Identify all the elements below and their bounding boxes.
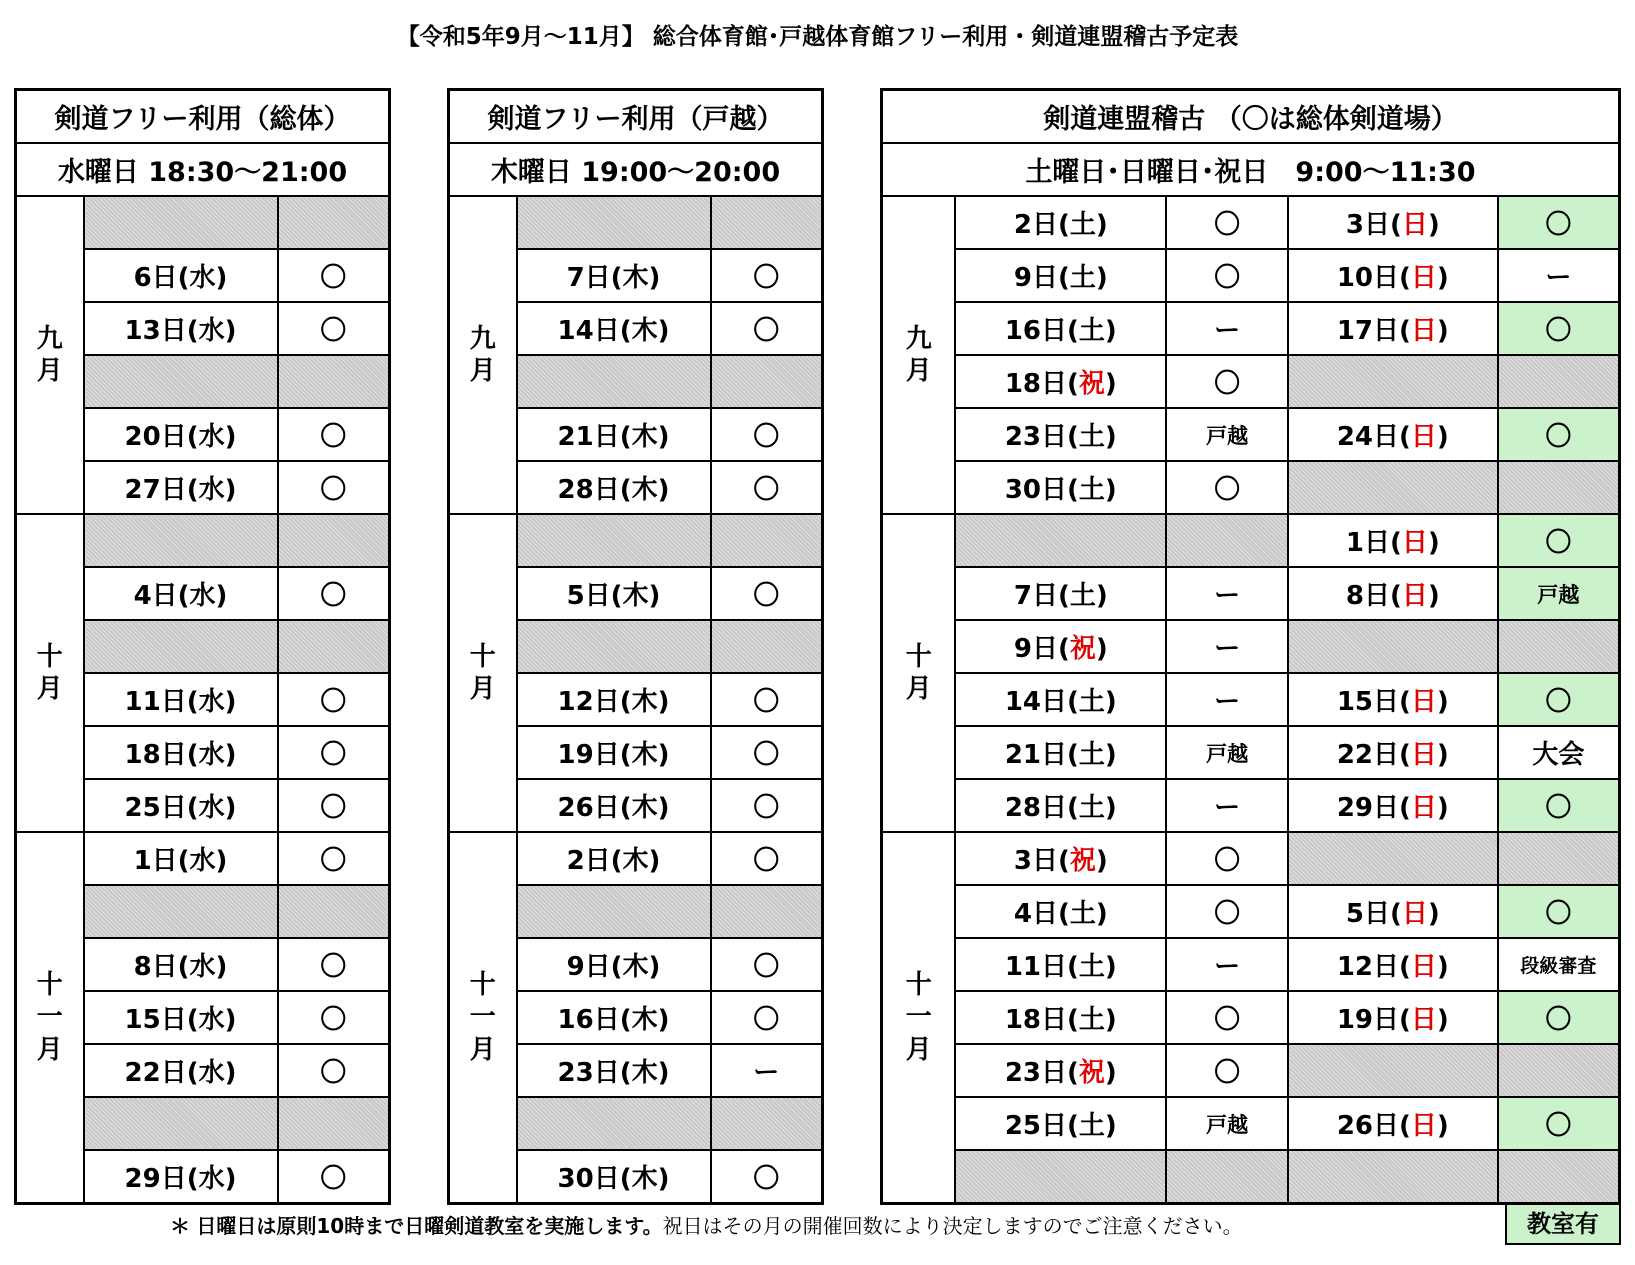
month-label-sep: 九 月 (16, 196, 84, 514)
blank-cell (1498, 1150, 1620, 1204)
mark-cell: 〇 (278, 673, 390, 726)
mark-cell: 〇 (278, 1150, 390, 1204)
month-label-oct: 十 月 (449, 514, 517, 832)
blank-cell (517, 514, 711, 567)
mark-cell: 〇 (711, 779, 823, 832)
mark-cell: 〇 (1166, 461, 1288, 514)
mark-cell: 〇 (711, 461, 823, 514)
mark-cell: 〇 (711, 832, 823, 885)
mark-cell: ー (1166, 567, 1288, 620)
footnote-text: 祝日はその月の開催回数により決定しますのでご注意ください。 (662, 1214, 1243, 1238)
month-label-oct: 十 月 (16, 514, 84, 832)
date-cell: 21日(土) (955, 726, 1166, 779)
mark-cell: 〇 (1166, 1044, 1288, 1097)
mark-cell: 〇 (711, 673, 823, 726)
blank-cell (1288, 832, 1498, 885)
blank-cell (1166, 1150, 1288, 1204)
date-cell: 9日(祝) (955, 620, 1166, 673)
date-cell: 19日(日) (1288, 991, 1498, 1044)
date-cell: 23日(木) (517, 1044, 711, 1097)
date-cell: 30日(土) (955, 461, 1166, 514)
date-cell: 23日(土) (955, 408, 1166, 461)
mark-cell: 〇 (1498, 991, 1620, 1044)
date-cell: 14日(木) (517, 302, 711, 355)
sotai-free-use-table (14, 88, 391, 1205)
date-cell: 8日(水) (84, 938, 278, 991)
month-label-sep: 九 月 (882, 196, 956, 514)
mark-cell: 〇 (278, 567, 390, 620)
mark-cell: 〇 (1166, 991, 1288, 1044)
blank-cell (711, 514, 823, 567)
blank-cell (711, 620, 823, 673)
mark-cell: 〇 (1498, 302, 1620, 355)
date-cell: 25日(土) (955, 1097, 1166, 1150)
blank-cell (517, 885, 711, 938)
date-cell: 29日(日) (1288, 779, 1498, 832)
togoshi-free-use-table (447, 88, 824, 1205)
mark-cell: 段級審査 (1498, 938, 1620, 991)
mark-cell: 〇 (1498, 1097, 1620, 1150)
mark-cell: 〇 (1498, 514, 1620, 567)
mark-cell: 〇 (278, 249, 390, 302)
blank-cell (1288, 355, 1498, 408)
mark-cell: 〇 (1166, 355, 1288, 408)
date-cell: 7日(土) (955, 567, 1166, 620)
blank-cell (711, 196, 823, 249)
date-cell: 6日(水) (84, 249, 278, 302)
mark-cell: 〇 (278, 726, 390, 779)
date-cell: 19日(木) (517, 726, 711, 779)
mark-cell: 〇 (1166, 832, 1288, 885)
blank-cell (711, 1097, 823, 1150)
month-label-nov: 十 一 月 (449, 832, 517, 1204)
blank-cell (517, 620, 711, 673)
mark-cell: 〇 (711, 408, 823, 461)
mark-cell: ー (1498, 249, 1620, 302)
blank-cell (1288, 620, 1498, 673)
blank-cell (955, 1150, 1166, 1204)
mark-cell: ー (1166, 302, 1288, 355)
blank-cell (278, 1097, 390, 1150)
sotai-header: 剣道フリー利用（総体） (16, 90, 390, 144)
blank-cell (278, 514, 390, 567)
mark-cell: 〇 (711, 249, 823, 302)
date-cell: 4日(水) (84, 567, 278, 620)
mark-cell: 〇 (1498, 885, 1620, 938)
mark-cell: 〇 (1498, 408, 1620, 461)
blank-cell (1498, 620, 1620, 673)
blank-cell (84, 885, 278, 938)
mark-cell: 戸越 (1166, 1097, 1288, 1150)
date-cell: 30日(木) (517, 1150, 711, 1204)
date-cell: 16日(木) (517, 991, 711, 1044)
date-cell: 7日(木) (517, 249, 711, 302)
mark-cell: 〇 (278, 779, 390, 832)
date-cell: 8日(日) (1288, 567, 1498, 620)
mark-cell: 〇 (711, 938, 823, 991)
blank-cell (1498, 832, 1620, 885)
mark-cell: 〇 (711, 302, 823, 355)
blank-cell (1288, 1150, 1498, 1204)
legend-classroom-box: 教室有 (1505, 1203, 1621, 1245)
mark-cell: 〇 (1166, 249, 1288, 302)
blank-cell (84, 355, 278, 408)
mark-cell: 〇 (711, 991, 823, 1044)
blank-cell (278, 620, 390, 673)
date-cell: 3日(祝) (955, 832, 1166, 885)
footnote-bold-text: 日曜日は原則10時まで日曜剣道教室を実施します。 (196, 1214, 663, 1238)
date-cell: 20日(水) (84, 408, 278, 461)
mark-cell: 〇 (278, 1044, 390, 1097)
mark-cell: ー (1166, 620, 1288, 673)
date-cell: 14日(土) (955, 673, 1166, 726)
togoshi-time: 木曜日 19:00～20:00 (449, 143, 823, 196)
mark-cell: 〇 (1166, 885, 1288, 938)
date-cell: 10日(日) (1288, 249, 1498, 302)
date-cell: 28日(木) (517, 461, 711, 514)
mark-cell: 〇 (1498, 673, 1620, 726)
mark-cell: 〇 (1166, 196, 1288, 249)
renmei-time: 土曜日･日曜日･祝日 9:00～11:30 (882, 143, 1620, 196)
date-cell: 26日(日) (1288, 1097, 1498, 1150)
date-cell: 4日(土) (955, 885, 1166, 938)
date-cell: 25日(水) (84, 779, 278, 832)
mark-cell: 〇 (278, 461, 390, 514)
date-cell: 18日(祝) (955, 355, 1166, 408)
blank-cell (517, 196, 711, 249)
blank-cell (711, 885, 823, 938)
blank-cell (1288, 461, 1498, 514)
date-cell: 1日(日) (1288, 514, 1498, 567)
date-cell: 11日(水) (84, 673, 278, 726)
mark-cell: 〇 (711, 567, 823, 620)
month-label-sep: 九 月 (449, 196, 517, 514)
date-cell: 24日(日) (1288, 408, 1498, 461)
page-title: 【令和5年9月～11月】 総合体育館･戸越体育館フリー利用・剣道連盟稽古予定表 (396, 24, 1239, 50)
sotai-time: 水曜日 18:30～21:00 (16, 143, 390, 196)
togoshi-header: 剣道フリー利用（戸越） (449, 90, 823, 144)
date-cell: 28日(土) (955, 779, 1166, 832)
date-cell: 17日(日) (1288, 302, 1498, 355)
month-label-oct: 十 月 (882, 514, 956, 832)
blank-cell (1498, 461, 1620, 514)
date-cell: 29日(水) (84, 1150, 278, 1204)
date-cell: 5日(木) (517, 567, 711, 620)
blank-cell (278, 196, 390, 249)
blank-cell (1498, 355, 1620, 408)
blank-cell (711, 355, 823, 408)
mark-cell: 〇 (278, 938, 390, 991)
date-cell: 9日(木) (517, 938, 711, 991)
renmei-header: 剣道連盟稽古 （〇は総体剣道場） (882, 90, 1620, 144)
date-cell: 11日(土) (955, 938, 1166, 991)
blank-cell (84, 196, 278, 249)
mark-cell: 戸越 (1166, 726, 1288, 779)
mark-cell: 〇 (1498, 779, 1620, 832)
date-cell: 13日(水) (84, 302, 278, 355)
date-cell: 16日(土) (955, 302, 1166, 355)
date-cell: 27日(水) (84, 461, 278, 514)
date-cell: 18日(土) (955, 991, 1166, 1044)
date-cell: 12日(日) (1288, 938, 1498, 991)
mark-cell: 戸越 (1166, 408, 1288, 461)
month-label-nov: 十 一 月 (882, 832, 956, 1204)
mark-cell: 〇 (278, 302, 390, 355)
mark-cell: 戸越 (1498, 567, 1620, 620)
blank-cell (1498, 1044, 1620, 1097)
mark-cell: ー (1166, 779, 1288, 832)
date-cell: 1日(水) (84, 832, 278, 885)
mark-cell: ー (1166, 673, 1288, 726)
blank-cell (84, 514, 278, 567)
mark-cell: 〇 (1498, 196, 1620, 249)
date-cell: 21日(木) (517, 408, 711, 461)
mark-cell: 〇 (711, 726, 823, 779)
date-cell: 2日(木) (517, 832, 711, 885)
mark-cell: 〇 (278, 991, 390, 1044)
date-cell: 18日(水) (84, 726, 278, 779)
mark-cell: 〇 (278, 408, 390, 461)
footnote-asterisk: ＊ (170, 1214, 190, 1238)
blank-cell (278, 355, 390, 408)
month-label-nov: 十 一 月 (16, 832, 84, 1204)
blank-cell (278, 885, 390, 938)
date-cell: 15日(日) (1288, 673, 1498, 726)
date-cell: 23日(祝) (955, 1044, 1166, 1097)
footnote (170, 1210, 1243, 1239)
blank-cell (955, 514, 1166, 567)
mark-cell: 大会 (1498, 726, 1620, 779)
blank-cell (84, 620, 278, 673)
date-cell: 3日(日) (1288, 196, 1498, 249)
blank-cell (517, 355, 711, 408)
blank-cell (1288, 1044, 1498, 1097)
blank-cell (84, 1097, 278, 1150)
blank-cell (1166, 514, 1288, 567)
blank-cell (517, 1097, 711, 1150)
date-cell: 12日(木) (517, 673, 711, 726)
date-cell: 2日(土) (955, 196, 1166, 249)
date-cell: 22日(日) (1288, 726, 1498, 779)
mark-cell: ー (1166, 938, 1288, 991)
date-cell: 15日(水) (84, 991, 278, 1044)
date-cell: 26日(木) (517, 779, 711, 832)
mark-cell: 〇 (711, 1150, 823, 1204)
date-cell: 9日(土) (955, 249, 1166, 302)
renmei-practice-table (880, 88, 1621, 1205)
mark-cell: ー (711, 1044, 823, 1097)
date-cell: 22日(水) (84, 1044, 278, 1097)
date-cell: 5日(日) (1288, 885, 1498, 938)
mark-cell: 〇 (278, 832, 390, 885)
